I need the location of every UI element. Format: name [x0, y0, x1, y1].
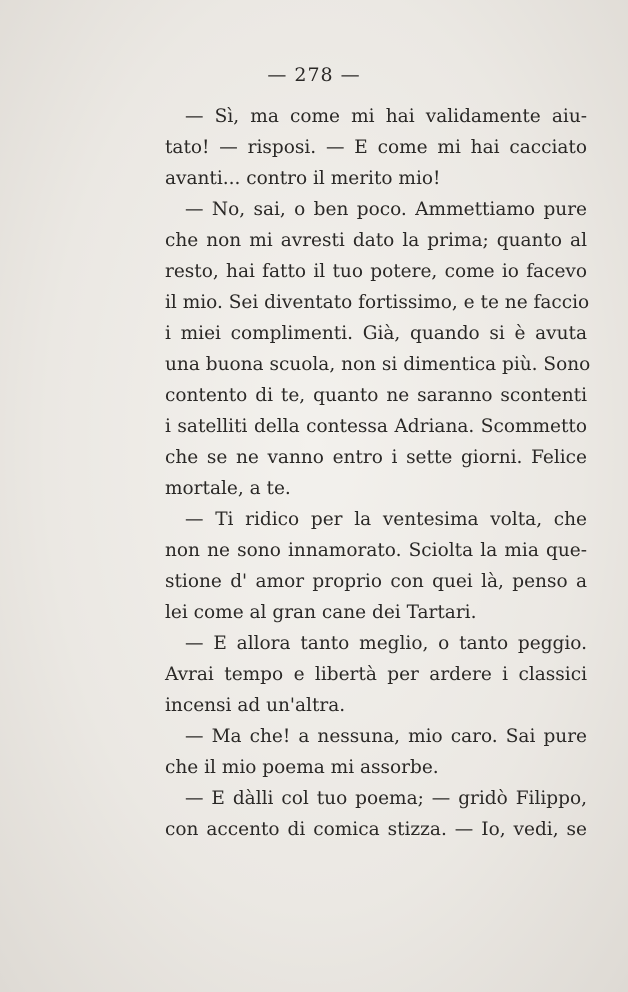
text-line: Avrai tempo e libertà per ardere i classici: [165, 664, 587, 685]
text-line: con accento di comica stizza. — Io, vedi, se: [165, 819, 587, 840]
text-line: mortale, a te.: [165, 478, 291, 499]
text-line: il mio. Sei diventato fortissimo, e te ne faccio: [165, 292, 590, 313]
text-line: — Ma che! a nessuna, mio caro. Sai pure: [185, 726, 587, 747]
text-line: — No, sai, o ben poco. Ammettiamo pure: [185, 199, 587, 220]
text-line: contento di te, quanto ne saranno scontenti: [165, 385, 587, 406]
text-line: incensi ad un'altra.: [165, 695, 346, 716]
text-line: tato! — risposi. — E come mi hai cacciato: [165, 137, 587, 158]
text-line: — E allora tanto meglio, o tanto peggio.: [185, 633, 587, 654]
text-line: avanti... contro il merito mio!: [165, 168, 441, 189]
text-line: resto, hai fatto il tuo potere, come io facevo: [165, 261, 587, 282]
text-line: che non mi avresti dato la prima; quanto al: [165, 230, 587, 251]
text-line: i miei complimenti. Già, quando si è avuta: [165, 323, 587, 344]
text-line: una buona scuola, non si dimentica più. Sono: [165, 354, 591, 375]
text-line: — Ti ridico per la ventesima volta, che: [185, 509, 587, 530]
text-line: che se ne vanno entro i sette giorni. Felice: [165, 447, 587, 468]
body-text: [165, 101, 591, 845]
page-number: — 278 —: [267, 64, 361, 86]
text-line: che il mio poema mi assorbe.: [165, 757, 439, 778]
text-line: — E dàlli col tuo poema; — gridò Filippo,: [185, 788, 587, 809]
text-line: — Sì, ma come mi hai validamente aiu-: [185, 106, 587, 127]
text-line: stione d' amor proprio con quei là, penso a: [165, 571, 587, 592]
text-line: non ne sono innamorato. Sciolta la mia que-: [165, 540, 587, 561]
text-line: lei come al gran cane dei Tartari.: [165, 602, 477, 623]
text-line: i satelliti della contessa Adriana. Scommetto: [165, 416, 587, 437]
